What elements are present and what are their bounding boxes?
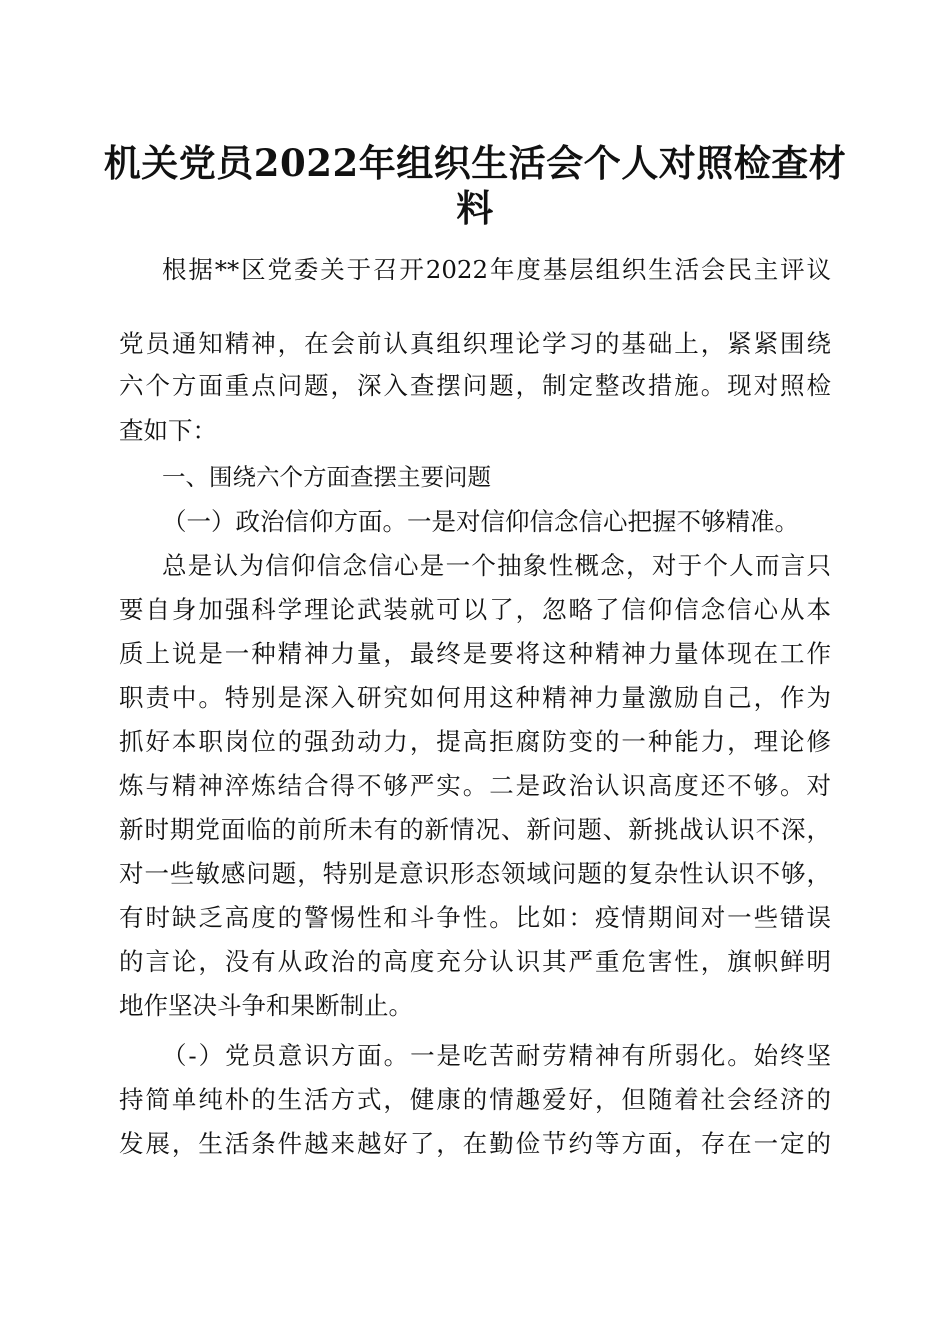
subsection-line: 的言论，没有从政治的高度充分认识其严重危害性，旗帜鲜明 [119, 947, 831, 976]
document-title-line-2: 料 [456, 186, 494, 230]
subsection-line: 持简单纯朴的生活方式，健康的情趣爱好，但随着社会经济的 [119, 1085, 831, 1114]
intro-line: 党员通知精神，在会前认真组织理论学习的基础上，紧紧围绕 [119, 329, 831, 358]
intro-line: 根据**区党委关于召开2022年度基层组织生活会民主评议 [162, 255, 831, 284]
subsection-line: 质上说是一种精神力量，最终是要将这种精神力量体现在工作 [119, 639, 831, 668]
subsection-line: 抓好本职岗位的强劲动力，提高拒腐防变的一种能力，理论修 [119, 727, 831, 756]
subsection-line: 总是认为信仰信念信心是一个抽象性概念，对于个人而言只 [162, 551, 831, 580]
document-title-line-1: 机关党员2022年组织生活会个人对照检查材 [103, 141, 847, 185]
subsection-line: （-）党员意识方面。一是吃苦耐劳精神有所弱化。始终坚 [162, 1041, 831, 1070]
subsection-line: 有时缺乏高度的警惕性和斗争性。比如：疫情期间对一些错误 [119, 903, 831, 932]
section-heading: 一、围绕六个方面查摆主要问题 [162, 463, 491, 491]
intro-line: 六个方面重点问题，深入查摆问题，制定整改措施。现对照检 [119, 371, 831, 400]
subsection-line: 地作坚决斗争和果断制止。 [119, 991, 413, 1020]
intro-line: 查如下： [119, 416, 217, 445]
subsection-line: 职责中。特别是深入研究如何用这种精神力量激励自己，作为 [119, 683, 831, 712]
subsection-line: 发展，生活条件越来越好了，在勤俭节约等方面，存在一定的 [119, 1129, 831, 1158]
subsection-line: （一）政治信仰方面。一是对信仰信念信心把握不够精准。 [162, 507, 799, 536]
subsection-line: 新时期党面临的前所未有的新情况、新问题、新挑战认识不深， [119, 815, 831, 844]
subsection-line: 对一些敏感问题，特别是意识形态领域问题的复杂性认识不够， [119, 859, 831, 888]
subsection-line: 炼与精神淬炼结合得不够严实。二是政治认识高度还不够。对 [119, 771, 831, 800]
subsection-line: 要自身加强科学理论武装就可以了，忽略了信仰信念信心从本 [119, 595, 831, 624]
